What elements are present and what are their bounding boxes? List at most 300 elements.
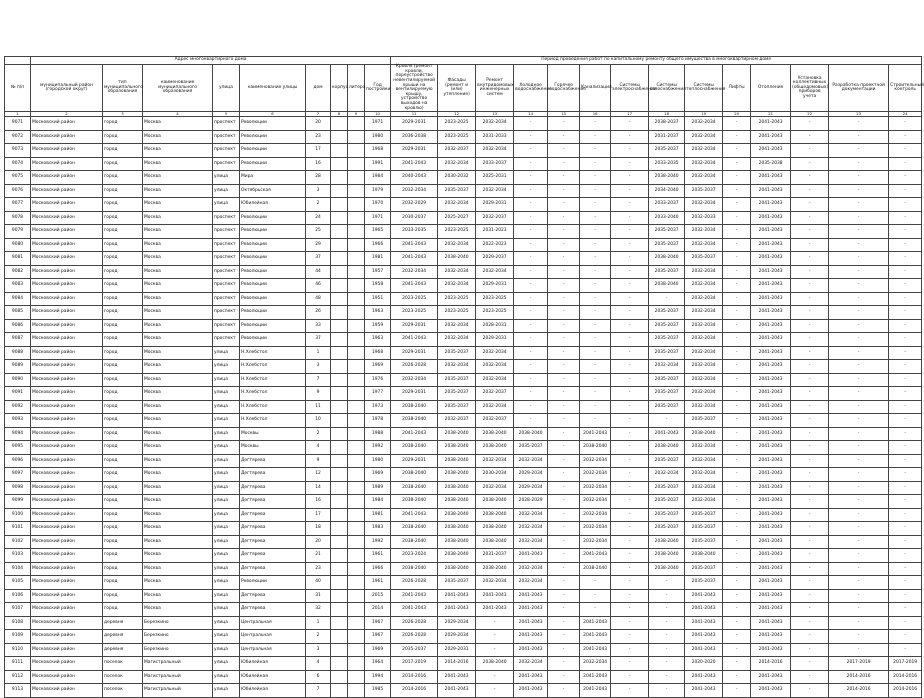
table-cell: 20 (306, 117, 331, 131)
table-cell: 2041-2043 (580, 630, 611, 644)
table-cell: 2041-2043 (751, 360, 791, 374)
table-cell: - (791, 670, 829, 684)
column-number: 4 (143, 112, 213, 117)
table-cell: 9071 (5, 117, 31, 131)
table-cell: - (548, 562, 580, 576)
column-header: Кровля (ремонт кровли, переустройство невентилируемой крыши на вентилируемую крышу, устройство выходов на кровлю) (391, 65, 438, 112)
table-cell: - (791, 562, 829, 576)
table-cell: - (889, 144, 922, 158)
table-cell: - (611, 279, 649, 293)
table-cell: 33 (306, 319, 331, 333)
table-cell: 1965 (365, 225, 391, 239)
table-cell: 2041-2043 (685, 684, 723, 698)
table-cell: 2041-2043 (751, 495, 791, 509)
column-number: 1 (5, 112, 31, 117)
table-cell: Москва (143, 144, 213, 158)
table-cell: город (103, 468, 143, 482)
table-cell: 2041-2043 (751, 184, 791, 198)
table-cell: - (829, 643, 889, 657)
table-cell: - (611, 306, 649, 320)
table-cell: - (611, 130, 649, 144)
table-cell: 2032-2034 (476, 373, 514, 387)
table-cell: - (829, 171, 889, 185)
table-cell: - (548, 144, 580, 158)
table-cell: - (889, 562, 922, 576)
table-cell: 2038-2040 (391, 414, 438, 428)
table-cell: Московский район (31, 184, 103, 198)
table-cell: 2038-2040 (649, 171, 685, 185)
table-cell: Москва (143, 360, 213, 374)
table-cell: проспект (213, 130, 240, 144)
table-cell: - (889, 535, 922, 549)
table-cell: - (611, 657, 649, 671)
table-cell: - (889, 400, 922, 414)
table-cell: 2029-2031 (391, 117, 438, 131)
column-header: Лифты (723, 65, 751, 112)
table-cell: город (103, 144, 143, 158)
table-cell: 2036-2038 (391, 130, 438, 144)
table-cell: 2041-2043 (580, 427, 611, 441)
table-cell: - (791, 495, 829, 509)
table-cell: 2032-2034 (438, 198, 476, 212)
table-cell: 2029-2031 (476, 333, 514, 347)
table-cell: 2038-2040 (649, 441, 685, 455)
table-cell (331, 144, 348, 158)
table-cell (331, 265, 348, 279)
table-cell: 1963 (365, 333, 391, 347)
table-cell: 1969 (365, 360, 391, 374)
table-cell (348, 454, 365, 468)
table-cell: улица (213, 535, 240, 549)
table-cell: - (548, 198, 580, 212)
column-header: Канализация (580, 65, 611, 112)
table-cell: - (889, 495, 922, 509)
table-cell: улица (213, 441, 240, 455)
table-cell: Дегтярева (240, 495, 306, 509)
table-cell: улица (213, 643, 240, 657)
column-number: 17 (611, 112, 649, 117)
table-cell: - (548, 265, 580, 279)
table-cell: - (611, 427, 649, 441)
table-cell: - (791, 346, 829, 360)
table-cell (348, 387, 365, 401)
table-cell: - (723, 643, 751, 657)
table-cell: - (829, 616, 889, 630)
table-cell: 2035-2037 (685, 184, 723, 198)
table-cell: 1967 (365, 616, 391, 630)
table-cell: Московский район (31, 333, 103, 347)
column-number: 20 (723, 112, 751, 117)
table-cell: улица (213, 414, 240, 428)
table-cell: Московский район (31, 292, 103, 306)
table-cell: 9073 (5, 144, 31, 158)
table-cell: - (791, 184, 829, 198)
table-cell: 2041-2043 (751, 508, 791, 522)
table-cell: 2032-2034 (438, 360, 476, 374)
table-cell: улица (213, 360, 240, 374)
table-cell: 2038-2040 (476, 427, 514, 441)
table-cell: 2032-2037 (476, 211, 514, 225)
table-cell: 2 (306, 198, 331, 212)
table-cell: 6 (306, 670, 331, 684)
table-cell: 7 (306, 373, 331, 387)
table-cell: 1981 (365, 252, 391, 266)
table-cell: 2035-2037 (514, 441, 548, 455)
table-cell: - (548, 414, 580, 428)
table-cell: - (829, 130, 889, 144)
table-cell: 2041-2043 (751, 171, 791, 185)
table-row (5, 643, 922, 657)
table-cell: Москва (143, 306, 213, 320)
table-cell: 2038-2040 (580, 562, 611, 576)
table-cell: Москва (143, 292, 213, 306)
table-cell: 2035-2037 (685, 522, 723, 536)
table-cell: - (514, 279, 548, 293)
column-number: 2 (31, 112, 103, 117)
table-cell: 2035-2037 (649, 387, 685, 401)
table-cell: - (548, 427, 580, 441)
table-cell: 2026-2028 (391, 616, 438, 630)
table-cell: город (103, 265, 143, 279)
table-cell: - (548, 117, 580, 131)
table-cell: - (889, 549, 922, 563)
table-cell: улица (213, 346, 240, 360)
table-cell: - (611, 360, 649, 374)
table-cell (331, 630, 348, 644)
table-cell: 2038-2040 (685, 549, 723, 563)
table-cell: - (514, 414, 548, 428)
table-row (5, 576, 922, 590)
table-cell: - (548, 684, 580, 698)
table-cell: - (791, 144, 829, 158)
table-cell: 1973 (365, 400, 391, 414)
table-cell (348, 549, 365, 563)
column-header: Строительный контроль (889, 65, 922, 112)
table-cell: Н.Хлебстол (240, 400, 306, 414)
table-cell (331, 562, 348, 576)
table-cell: - (889, 225, 922, 239)
table-cell: город (103, 549, 143, 563)
table-cell: 2038-2040 (438, 508, 476, 522)
table-cell: - (723, 373, 751, 387)
table-cell (331, 387, 348, 401)
table-cell: - (829, 306, 889, 320)
table-cell: 2032-2034 (685, 279, 723, 293)
table-cell: 9111 (5, 657, 31, 671)
table-cell: 2032-2034 (391, 265, 438, 279)
table-cell (331, 670, 348, 684)
table-cell: 2030-2034 (476, 468, 514, 482)
table-cell: поселок (103, 684, 143, 698)
table-cell: - (611, 630, 649, 644)
table-cell: - (649, 616, 685, 630)
table-cell: город (103, 576, 143, 590)
table-cell: 2041-2043 (751, 589, 791, 603)
table-cell: Дегтярева (240, 535, 306, 549)
table-cell: - (611, 117, 649, 131)
table-cell: 9110 (5, 643, 31, 657)
table-cell: 2038-2040 (476, 508, 514, 522)
table-cell: - (829, 279, 889, 293)
table-cell: Революции (240, 252, 306, 266)
table-cell: - (548, 225, 580, 239)
table-cell: 9109 (5, 630, 31, 644)
table-cell: - (649, 657, 685, 671)
table-cell: город (103, 373, 143, 387)
table-cell (331, 400, 348, 414)
table-cell: - (889, 346, 922, 360)
table-cell: улица (213, 400, 240, 414)
table-cell: 2023-2025 (438, 306, 476, 320)
table-cell (348, 117, 365, 131)
table-cell: 2041-2043 (751, 522, 791, 536)
table-cell (348, 360, 365, 374)
table-cell: 2032-2034 (476, 400, 514, 414)
table-cell: - (548, 306, 580, 320)
table-cell: 9072 (5, 130, 31, 144)
table-cell (331, 522, 348, 536)
table-cell: город (103, 184, 143, 198)
table-cell: город (103, 346, 143, 360)
table-cell: - (889, 117, 922, 131)
table-cell (331, 684, 348, 698)
table-cell: 2032-2034 (476, 360, 514, 374)
table-cell: 1991 (365, 157, 391, 171)
table-cell: город (103, 481, 143, 495)
table-cell: 2041-2043 (751, 643, 791, 657)
table-cell: 2035-2037 (649, 144, 685, 158)
table-cell: 25 (306, 225, 331, 239)
table-cell: 2035-2037 (649, 265, 685, 279)
table-cell: 2038-2040 (391, 562, 438, 576)
column-header: Холодное водоснабжение (514, 65, 548, 112)
table-cell: - (514, 400, 548, 414)
table-cell: 16 (306, 157, 331, 171)
table-cell: Московский район (31, 684, 103, 698)
table-cell: 2031-2033 (476, 130, 514, 144)
column-number: 5 (213, 112, 240, 117)
table-cell: 2041-2043 (751, 576, 791, 590)
table-row (5, 225, 922, 239)
table-cell (348, 252, 365, 266)
table-cell: - (611, 171, 649, 185)
table-cell: - (889, 508, 922, 522)
column-header: Ремонт внутридомовых инженерных систем (476, 65, 514, 112)
table-cell: - (611, 508, 649, 522)
table-cell (348, 279, 365, 293)
table-cell: - (723, 279, 751, 293)
table-cell: 2041-2043 (751, 414, 791, 428)
table-cell: Московский район (31, 616, 103, 630)
table-cell: город (103, 387, 143, 401)
table-cell: - (580, 117, 611, 131)
table-cell: 1978 (365, 414, 391, 428)
table-cell: 2032-2037 (438, 414, 476, 428)
table-cell (331, 481, 348, 495)
table-cell: 2032-2034 (476, 346, 514, 360)
table-cell: 2032-2034 (685, 117, 723, 131)
table-cell: - (829, 589, 889, 603)
table-cell (331, 333, 348, 347)
table-cell: - (723, 670, 751, 684)
table-cell: - (829, 373, 889, 387)
table-cell: - (611, 211, 649, 225)
table-cell: 2035-2037 (438, 346, 476, 360)
table-cell: 1984 (365, 495, 391, 509)
table-cell: 2014-2016 (889, 684, 922, 698)
table-cell: 40 (306, 576, 331, 590)
table-row (5, 549, 922, 563)
table-cell: 2029-2034 (514, 481, 548, 495)
table-cell (331, 454, 348, 468)
column-number: 14 (514, 112, 548, 117)
table-cell: 9093 (5, 414, 31, 428)
table-cell: 2038-2040 (391, 481, 438, 495)
table-cell: 9094 (5, 427, 31, 441)
table-cell: 9082 (5, 265, 31, 279)
table-cell: 2032-2034 (391, 184, 438, 198)
table-cell: - (611, 319, 649, 333)
table-cell: - (580, 198, 611, 212)
table-cell: город (103, 562, 143, 576)
table-row (5, 306, 922, 320)
table-cell: - (514, 144, 548, 158)
table-cell: - (514, 117, 548, 131)
capital-repair-table (4, 56, 922, 698)
table-row (5, 684, 922, 698)
table-cell: 2041-2043 (751, 144, 791, 158)
table-cell (331, 184, 348, 198)
table-cell: 2033-2035 (649, 157, 685, 171)
table-cell: - (791, 225, 829, 239)
table-cell: 1958 (365, 279, 391, 293)
table-cell: 9107 (5, 603, 31, 617)
table-cell: - (611, 454, 649, 468)
table-cell: 2014-2016 (829, 670, 889, 684)
table-cell: 2032-2034 (685, 481, 723, 495)
table-cell: 2026-2028 (391, 576, 438, 590)
table-cell: 9104 (5, 562, 31, 576)
table-cell: - (580, 252, 611, 266)
table-cell: Московский район (31, 441, 103, 455)
table-cell: 23 (306, 130, 331, 144)
table-cell: 2041-2043 (751, 670, 791, 684)
table-cell: - (514, 171, 548, 185)
table-cell: - (889, 184, 922, 198)
table-cell: 2041-2043 (391, 157, 438, 171)
table-cell: Московский район (31, 657, 103, 671)
table-cell (331, 360, 348, 374)
table-cell: 2041-2043 (751, 238, 791, 252)
column-header: Горячее водоснабжение (548, 65, 580, 112)
table-row (5, 319, 922, 333)
table-cell: - (889, 454, 922, 468)
table-cell: 2032-2034 (476, 265, 514, 279)
table-cell: улица (213, 454, 240, 468)
table-cell: 2041-2043 (391, 333, 438, 347)
table-cell: 2014 (365, 603, 391, 617)
table-cell: улица (213, 657, 240, 671)
table-cell: - (580, 333, 611, 347)
table-cell: - (548, 576, 580, 590)
table-cell: - (548, 522, 580, 536)
table-cell: город (103, 117, 143, 131)
table-cell: 2035-2037 (649, 508, 685, 522)
table-cell: 2038-2040 (685, 427, 723, 441)
table-cell: - (829, 292, 889, 306)
table-cell: Москва (143, 589, 213, 603)
table-cell: - (514, 265, 548, 279)
table-cell: Москва (143, 427, 213, 441)
table-cell: - (829, 360, 889, 374)
table-cell: Московский район (31, 508, 103, 522)
table-cell: 2035-2037 (438, 373, 476, 387)
table-cell: город (103, 535, 143, 549)
table-cell: Московский район (31, 211, 103, 225)
table-cell: 2038-2040 (649, 279, 685, 293)
column-number: 10 (365, 112, 391, 117)
table-cell: 1981 (365, 508, 391, 522)
table-cell: - (476, 643, 514, 657)
table-cell: - (548, 454, 580, 468)
table-cell: - (791, 360, 829, 374)
table-cell: Юбилейная (240, 684, 306, 698)
table-cell: улица (213, 549, 240, 563)
table-cell: 2032-2034 (685, 265, 723, 279)
table-cell: - (548, 373, 580, 387)
table-cell: 28 (306, 171, 331, 185)
table-cell: 24 (306, 211, 331, 225)
table-row (5, 441, 922, 455)
table-cell: - (548, 603, 580, 617)
table-cell: Центральная (240, 630, 306, 644)
table-cell: - (649, 603, 685, 617)
group-header-row (5, 57, 922, 65)
table-cell: 2041-2043 (580, 616, 611, 630)
table-cell: деревня (103, 630, 143, 644)
column-number: 19 (685, 112, 723, 117)
table-cell: 2041-2043 (751, 535, 791, 549)
table-cell (331, 549, 348, 563)
table-row (5, 171, 922, 185)
column-header: Разработка проектной документации (829, 65, 889, 112)
table-cell: поселок (103, 657, 143, 671)
table-cell: 2032-2034 (685, 225, 723, 239)
table-cell: - (580, 292, 611, 306)
table-cell: город (103, 306, 143, 320)
table-cell: - (889, 468, 922, 482)
table-cell: Дегтярева (240, 549, 306, 563)
table-cell: 9108 (5, 616, 31, 630)
table-cell: Мира (240, 171, 306, 185)
table-cell (348, 400, 365, 414)
table-cell (348, 225, 365, 239)
table-cell: 2038-2040 (438, 441, 476, 455)
table-cell: - (791, 508, 829, 522)
table-cell: - (649, 414, 685, 428)
table-cell: 31 (306, 589, 331, 603)
table-cell: 9075 (5, 171, 31, 185)
column-number: 11 (391, 112, 438, 117)
table-cell: 2041-2043 (580, 684, 611, 698)
table-cell: - (548, 184, 580, 198)
table-cell: - (791, 414, 829, 428)
table-cell: - (723, 292, 751, 306)
table-cell (348, 643, 365, 657)
table-cell: - (476, 684, 514, 698)
table-cell: - (723, 468, 751, 482)
table-cell: - (889, 643, 922, 657)
